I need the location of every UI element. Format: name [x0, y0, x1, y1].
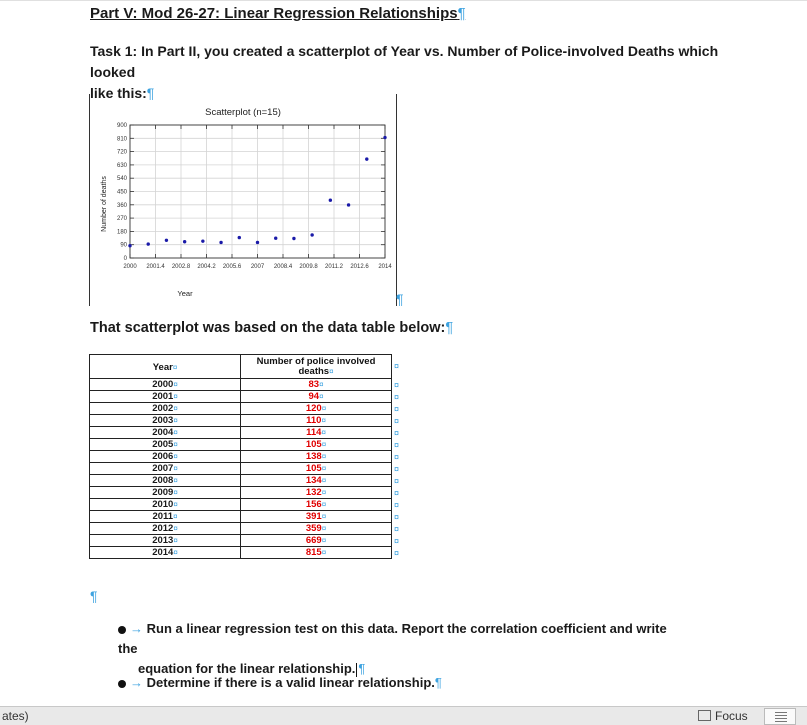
tab-arrow-mark: → — [130, 675, 143, 690]
year-cell[interactable] — [90, 451, 241, 463]
focus-icon — [698, 710, 711, 721]
row-end-mark: ¤ — [394, 392, 400, 402]
cell-mark: ¤ — [321, 440, 327, 449]
year-cell[interactable] — [90, 403, 241, 415]
data-point — [183, 240, 186, 243]
page-heading[interactable] — [90, 5, 466, 22]
row-end-mark: ¤ — [394, 524, 400, 534]
cell-mark: ¤ — [173, 392, 178, 401]
deaths-value: 134 — [305, 475, 322, 486]
year-value: 2006 — [152, 451, 174, 462]
pilcrow-mark: ¶ — [90, 588, 98, 604]
table-row — [90, 403, 392, 415]
table-row — [90, 535, 392, 547]
data-point — [329, 199, 332, 202]
table-row — [90, 451, 392, 463]
cell-mark: ¤ — [173, 404, 178, 413]
x-tick-label: 2001.4 — [146, 264, 165, 270]
year-cell[interactable] — [90, 475, 241, 487]
data-point — [256, 241, 259, 244]
cell-mark: ¤ — [321, 404, 327, 413]
data-point — [147, 242, 150, 245]
cell-mark: ¤ — [321, 488, 327, 497]
scatterplot-chart — [89, 94, 397, 306]
cell-mark: ¤ — [173, 440, 178, 449]
table-row — [90, 439, 392, 451]
bullet1-text-line2: equation for the linear relationship. — [138, 661, 356, 676]
status-bar — [0, 706, 807, 725]
cell-mark: ¤ — [173, 548, 178, 557]
table-row — [90, 415, 392, 427]
year-cell[interactable] — [90, 463, 241, 475]
year-value: 2002 — [152, 403, 174, 414]
deaths-cell[interactable] — [241, 523, 392, 535]
top-border — [0, 0, 807, 1]
year-value: 2001 — [152, 391, 174, 402]
year-value: 2005 — [152, 439, 174, 450]
chart-title: Scatterplot (n=15) — [205, 107, 281, 118]
cell-mark: ¤ — [173, 464, 178, 473]
cell-mark: ¤ — [173, 416, 178, 425]
year-cell[interactable] — [90, 487, 241, 499]
data-table[interactable] — [89, 354, 392, 559]
focus-label: Focus — [715, 709, 748, 723]
pilcrow-mark: ¶ — [396, 291, 404, 307]
data-point — [219, 241, 222, 244]
chart-grid — [130, 125, 385, 258]
bullet-dot-icon — [118, 680, 126, 688]
cell-mark: ¤ — [321, 524, 327, 533]
year-value: 2010 — [152, 499, 174, 510]
cell-mark: ¤ — [321, 512, 327, 521]
row-end-mark: ¤ — [394, 440, 400, 450]
cell-mark: ¤ — [319, 380, 324, 389]
cell-mark: ¤ — [173, 428, 178, 437]
y-axis-label: Number of deaths — [101, 176, 108, 232]
cell-mark: ¤ — [173, 536, 178, 545]
year-cell[interactable] — [90, 511, 241, 523]
table-row — [90, 547, 392, 559]
year-cell[interactable] — [90, 499, 241, 511]
status-left-text: ates) — [2, 709, 29, 723]
x-tick-label: 2004.2 — [197, 264, 216, 270]
data-point — [310, 233, 313, 236]
cell-mark: ¤ — [329, 367, 334, 376]
cell-mark: ¤ — [173, 476, 178, 485]
focus-mode-button[interactable] — [698, 709, 748, 723]
data-point — [201, 239, 204, 242]
deaths-cell[interactable] — [241, 487, 392, 499]
x-axis-label: Year — [177, 289, 193, 298]
row-end-mark: ¤ — [394, 548, 400, 558]
year-value: 2000 — [152, 379, 174, 390]
x-tick-label: 2007 — [250, 264, 265, 270]
table-intro-heading[interactable] — [90, 320, 453, 336]
year-value: 2013 — [152, 535, 174, 546]
row-end-mark: ¤ — [394, 404, 400, 414]
y-tick-label: 270 — [116, 216, 127, 223]
year-cell[interactable] — [90, 547, 241, 559]
cell-mark: ¤ — [319, 392, 324, 401]
year-cell[interactable] — [90, 439, 241, 451]
cell-mark: ¤ — [173, 512, 178, 521]
deaths-cell[interactable] — [241, 439, 392, 451]
deaths-cell[interactable] — [241, 391, 392, 403]
row-end-mark: ¤ — [394, 452, 400, 462]
row-end-mark: ¤ — [394, 361, 400, 371]
y-tick-label: 810 — [116, 136, 127, 143]
deaths-value: 110 — [306, 415, 322, 426]
cell-mark: ¤ — [173, 380, 178, 389]
print-layout-view-icon[interactable] — [764, 708, 796, 725]
deaths-value: 83 — [308, 379, 320, 390]
year-cell[interactable] — [90, 535, 241, 547]
cell-mark: ¤ — [321, 416, 326, 425]
deaths-value: 105 — [305, 463, 322, 474]
cell-mark: ¤ — [173, 524, 178, 533]
bullet-regression[interactable] — [118, 619, 688, 679]
deaths-cell[interactable] — [241, 511, 392, 523]
y-tick-label: 180 — [116, 229, 127, 236]
tab-arrow-mark: → — [130, 621, 143, 636]
bullet2-text: Determine if there is a valid linear relationship. — [146, 675, 435, 690]
deaths-value: 120 — [305, 403, 322, 414]
pilcrow-mark: ¶ — [445, 320, 454, 336]
year-header-cell[interactable] — [90, 355, 241, 379]
x-tick-label: 2000 — [123, 264, 137, 270]
deaths-value: 105 — [305, 439, 322, 450]
deaths-value: 138 — [305, 451, 322, 462]
pilcrow-mark: ¶ — [358, 661, 366, 676]
pilcrow-mark: ¶ — [146, 85, 155, 101]
year-value: 2003 — [152, 415, 174, 426]
y-tick-label: 540 — [116, 176, 127, 183]
x-tick-label: 2012.6 — [350, 264, 369, 270]
deaths-cell[interactable] — [241, 535, 392, 547]
table-row — [90, 499, 392, 511]
deaths-value: 132 — [305, 487, 322, 498]
deaths-cell[interactable] — [241, 415, 392, 427]
deaths-cell[interactable] — [241, 403, 392, 415]
data-point — [165, 239, 168, 242]
x-tick-label: 2005.6 — [222, 264, 242, 270]
x-tick-label: 2011.2 — [325, 264, 343, 270]
chart-ticks — [117, 123, 392, 270]
table-row — [90, 463, 392, 475]
year-value: 2009 — [152, 487, 174, 498]
year-cell[interactable] — [90, 427, 241, 439]
deaths-cell[interactable] — [241, 427, 392, 439]
deaths-cell[interactable] — [241, 379, 392, 391]
y-tick-label: 720 — [116, 149, 127, 156]
year-value: 2004 — [152, 427, 174, 438]
row-end-mark: ¤ — [394, 428, 400, 438]
deaths-cell[interactable] — [241, 463, 392, 475]
deaths-value: 669 — [305, 535, 322, 546]
data-point — [292, 237, 295, 240]
cell-mark: ¤ — [321, 476, 327, 485]
deaths-cell[interactable] — [241, 451, 392, 463]
row-end-mark: ¤ — [394, 500, 400, 510]
table-row — [90, 523, 392, 535]
deaths-value: 359 — [305, 523, 322, 534]
x-tick-label: 2014 — [378, 264, 392, 270]
year-cell[interactable] — [90, 391, 241, 403]
deaths-header-cell[interactable] — [241, 355, 392, 379]
cell-mark: ¤ — [172, 362, 178, 372]
cell-mark: ¤ — [321, 500, 327, 509]
bullet-valid-relationship[interactable] — [118, 673, 442, 693]
deaths-value: 94 — [308, 391, 320, 402]
deaths-value: 114 — [306, 427, 322, 438]
table-row — [90, 427, 392, 439]
y-tick-label: 360 — [116, 202, 127, 209]
y-tick-label: 90 — [120, 242, 127, 249]
year-cell[interactable] — [90, 415, 241, 427]
pilcrow-mark: ¶ — [434, 675, 442, 690]
year-cell[interactable] — [90, 379, 241, 391]
row-end-mark: ¤ — [394, 476, 400, 486]
x-tick-label: 2009.8 — [299, 264, 318, 270]
scatterplot-figure[interactable] — [89, 94, 397, 306]
row-end-marks — [394, 354, 404, 559]
data-point — [274, 236, 277, 239]
data-point — [347, 203, 350, 206]
year-value: 2008 — [152, 475, 174, 486]
row-end-mark: ¤ — [394, 488, 400, 498]
deaths-header: Number of police involved deaths — [256, 356, 376, 377]
table-row — [90, 379, 392, 391]
year-value: 2012 — [152, 523, 174, 534]
y-tick-label: 450 — [116, 189, 127, 196]
cell-mark: ¤ — [321, 452, 327, 461]
pilcrow-mark: ¶ — [457, 5, 466, 22]
task-text-line1: Task 1: In Part II, you created a scatterplot of Year vs. Number of Police-involved Deaths which looked — [90, 43, 719, 80]
heading-text: Part V: Mod 26-27: Linear Regression Relationships — [90, 5, 458, 22]
table-header-row — [90, 355, 392, 379]
deaths-value: 156 — [305, 499, 322, 510]
data-point — [128, 244, 131, 247]
year-cell[interactable] — [90, 523, 241, 535]
cell-mark: ¤ — [173, 488, 178, 497]
deaths-cell[interactable] — [241, 547, 392, 559]
row-end-mark: ¤ — [394, 464, 400, 474]
data-point — [383, 136, 386, 139]
year-header: Year — [152, 361, 173, 373]
bullet-dot-icon — [118, 626, 126, 634]
table-row — [90, 391, 392, 403]
subheading-text: That scatterplot was based on the data table below: — [90, 320, 446, 336]
cell-mark: ¤ — [321, 428, 326, 437]
table-row — [90, 475, 392, 487]
year-value: 2011 — [152, 511, 174, 522]
table-row — [90, 511, 392, 523]
deaths-value: 815 — [305, 547, 322, 558]
row-end-mark: ¤ — [394, 380, 400, 390]
row-end-mark: ¤ — [394, 512, 400, 522]
data-point — [365, 157, 368, 160]
x-tick-label: 2008.4 — [273, 264, 293, 270]
task-text-line2: like this: — [90, 85, 147, 101]
data-point — [238, 236, 241, 239]
bullet1-text-line1: Run a linear regression test on this data. Report the correlation coefficient and write the — [118, 621, 667, 656]
cell-mark: ¤ — [173, 452, 178, 461]
deaths-cell[interactable] — [241, 499, 392, 511]
deaths-value: 391 — [305, 511, 322, 522]
cell-mark: ¤ — [173, 500, 178, 509]
x-tick-label: 2002.8 — [171, 264, 191, 270]
year-value: 2007 — [152, 463, 174, 474]
table-row — [90, 487, 392, 499]
row-end-mark: ¤ — [394, 536, 400, 546]
y-tick-label: 900 — [116, 123, 127, 129]
y-tick-label: 0 — [123, 256, 127, 262]
cell-mark: ¤ — [321, 536, 327, 545]
deaths-cell[interactable] — [241, 475, 392, 487]
year-value: 2014 — [152, 547, 174, 558]
cell-mark: ¤ — [321, 548, 327, 557]
y-tick-label: 630 — [116, 162, 127, 169]
cell-mark: ¤ — [321, 464, 327, 473]
row-end-mark: ¤ — [394, 416, 400, 426]
